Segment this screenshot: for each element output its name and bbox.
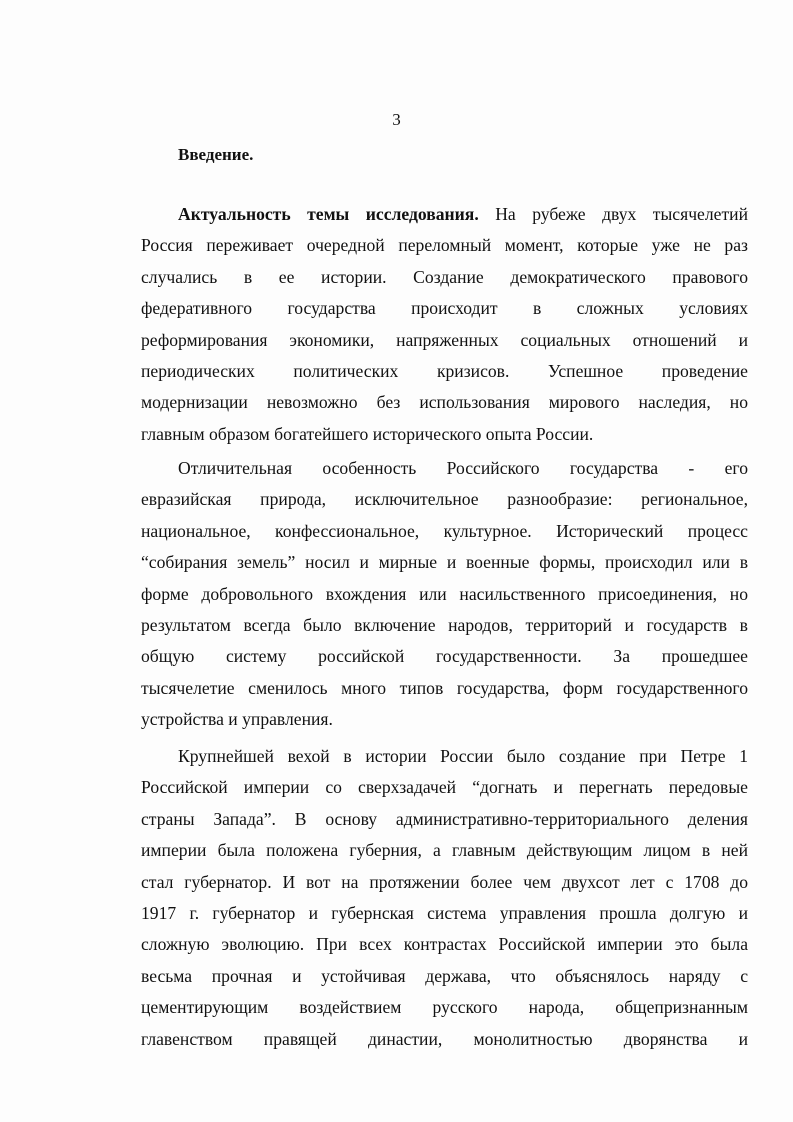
paragraph-line: федеративного государства происходит в сложных условиях <box>141 298 748 319</box>
paragraph-line: общую систему российской государственности. За прошедшее <box>141 646 748 667</box>
paragraph-empire-history <box>141 741 748 1055</box>
paragraph-line: страны Запада”. В основу административно-территориального деления <box>141 808 748 829</box>
paragraph-line: результатом всегда было включение народов, территорий и государств в <box>141 614 748 635</box>
paragraph-line: весьма прочная и устойчивая держава, что объяснялось наряду с <box>141 965 748 986</box>
page-number: 3 <box>392 110 401 129</box>
paragraph-line: Россия переживает очередной переломный момент, которые уже не раз <box>141 235 748 256</box>
paragraph-line: стал губернатор. И вот на протяжении более чем двухсот лет с 1708 до <box>141 871 748 892</box>
paragraph-line: устройства и управления. <box>141 709 333 730</box>
paragraph-line: “собирания земель” носил и мирные и военные формы, происходил или в <box>141 552 748 573</box>
paragraph-line: Крупнейшей вехой в истории России было создание при Петре 1 <box>178 746 748 766</box>
paragraph-line: главенством правящей династии, монолитностью дворянства и <box>141 1028 748 1049</box>
section-heading: Введение. <box>178 145 254 164</box>
paragraph-line: сложную эволюцию. При всех контрастах Российской империи это была <box>141 934 748 955</box>
paragraph-line: главным образом богатейшего исторического опыта России. <box>141 423 594 444</box>
paragraph-line: реформирования экономики, напряженных социальных отношений и <box>141 329 748 350</box>
paragraph-relevance <box>141 199 748 450</box>
paragraph-line: империи была положена губерния, а главным действующим лицом в ней <box>141 840 748 861</box>
paragraph-line: тысячелетие сменилось много типов государства, форм государственного <box>141 677 748 698</box>
paragraph-line-text: На рубеже двух тысячелетий <box>478 204 748 224</box>
paragraph-line <box>141 199 748 230</box>
paragraph-line: форме добровольного вхождения или насильственного присоединения, но <box>141 583 748 604</box>
paragraph-line: евразийская природа, исключительное разнообразие: региональное, <box>141 489 748 510</box>
paragraph-lead-title: Актуальность темы исследования. <box>178 204 479 224</box>
paragraph-line: периодических политических кризисов. Успешное проведение <box>141 360 748 381</box>
paragraph-line: цементирующим воздействием русского народа, общепризнанным <box>141 997 748 1018</box>
paragraph-line: Отличительная особенность Российского государства - его <box>178 458 748 478</box>
paragraph-line: национальное, конфессиональное, культурное. Исторический процесс <box>141 520 748 541</box>
paragraph-distinctive-feature <box>141 453 748 736</box>
paragraph-line: 1917 г. губернатор и губернская система управления прошла долгую и <box>141 902 748 923</box>
paragraph-line: Российской империи со сверхзадачей “догнать и перегнать передовые <box>141 777 748 798</box>
paragraph-line: случались в ее истории. Создание демократического правового <box>141 266 748 287</box>
paragraph-line: модернизации невозможно без использования мирового наследия, но <box>141 392 748 413</box>
